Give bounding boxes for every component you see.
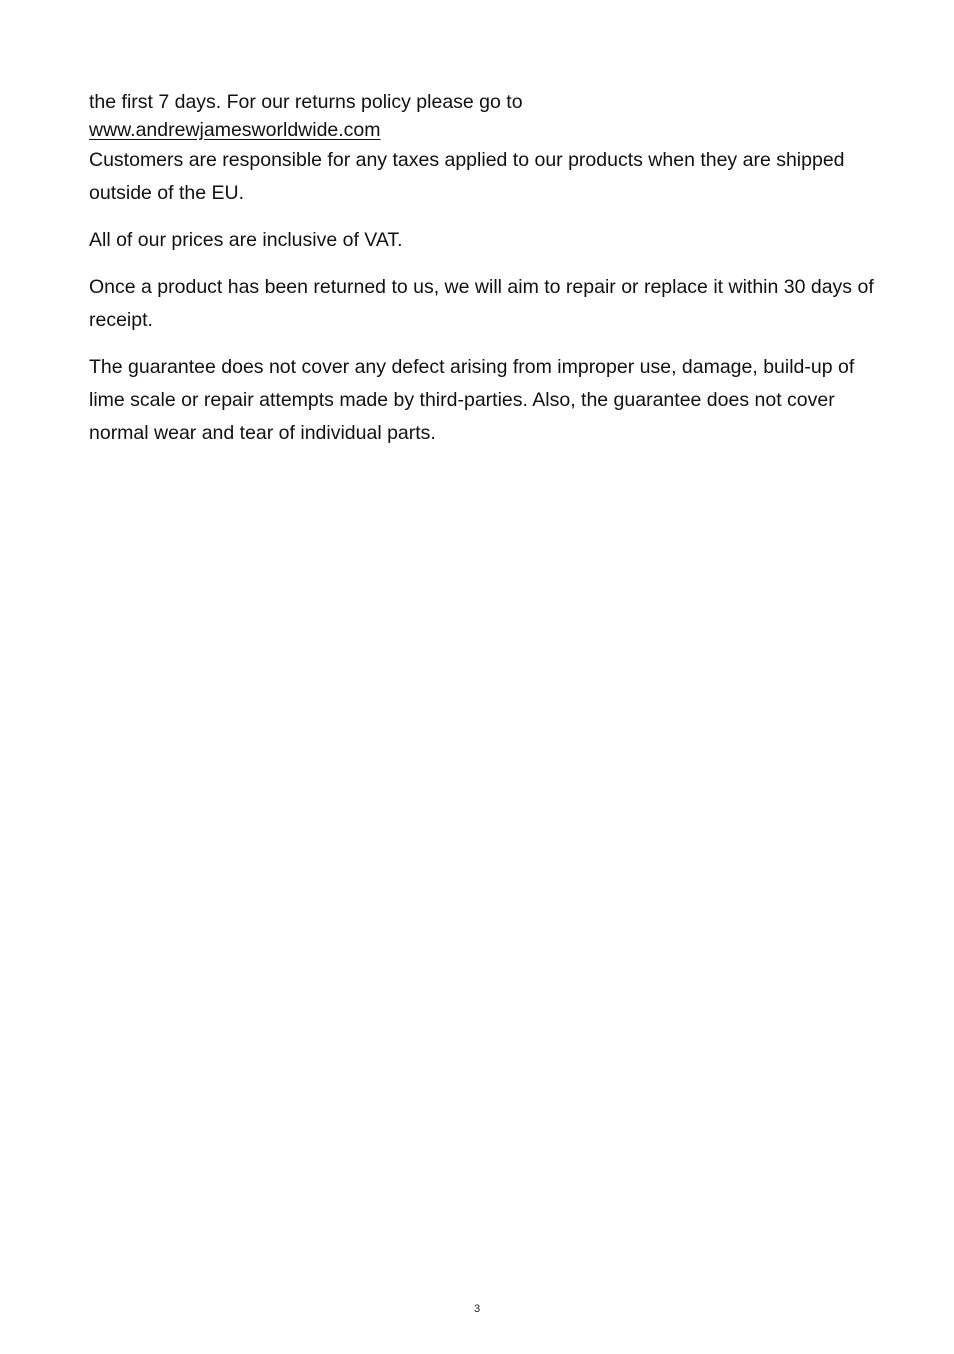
body-text: [89, 88, 879, 464]
taxes-paragraph: Customers are responsible for any taxes applied to our products when they are shipped outside of the EU.: [89, 149, 845, 204]
guarantee-exclusions-paragraph: The guarantee does not cover any defect arising from improper use, damage, build-up of lime scale or repair attempts made by third-parties. Also, the guarantee does not cover normal wear and tear of individual parts.: [89, 356, 855, 444]
returns-policy-link[interactable]: www.andrewjamesworldwide.com: [89, 119, 381, 141]
page-number: 3: [473, 1303, 481, 1315]
returns-policy-link-line: [89, 116, 879, 144]
repair-paragraph: Once a product has been returned to us, we will aim to repair or replace it within 30 days of receipt.: [89, 276, 874, 331]
vat-paragraph: All of our prices are inclusive of VAT.: [89, 229, 403, 251]
intro-line: the first 7 days. For our returns policy please go to: [89, 91, 523, 113]
